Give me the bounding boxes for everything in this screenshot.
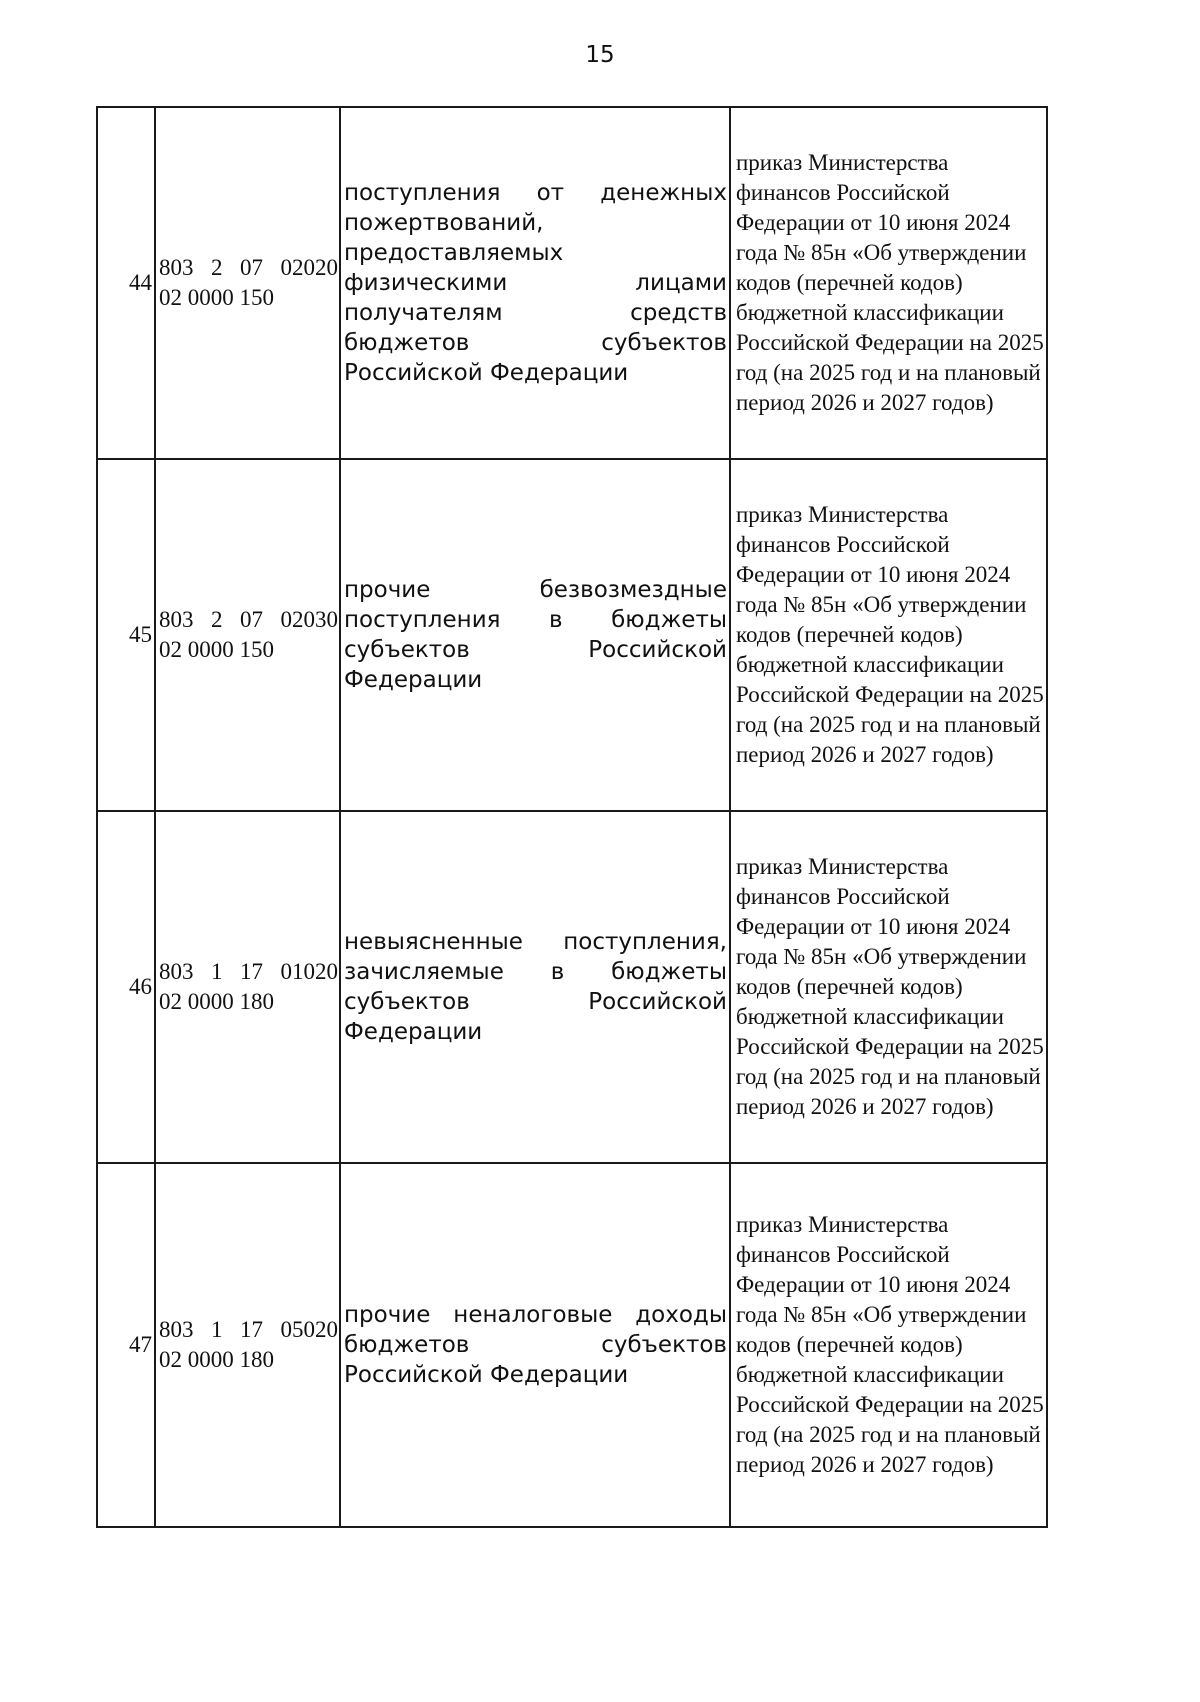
revenue-description: прочие безвозмездные поступления в бюджеты субъектов Российской Федерации [340, 459, 730, 811]
table-row [97, 811, 1047, 1163]
row-number: 46 [97, 811, 155, 1163]
legal-basis: приказ Министерства финансов Российской Федерации от 10 июня 2024 года № 85н «Об утверждении кодов (перечней кодов) бюджетной классификации Российской Федерации на 2025 год (на 2025 год и на плановый период 2026 и 2027 годов) [730, 459, 1047, 811]
budget-code-line2: 02 0000 150 [159, 285, 274, 310]
revenue-description: невыясненные поступления, зачисляемые в бюджеты субъектов Российской Федерации [340, 811, 730, 1163]
page-number: 15 [585, 42, 615, 68]
legal-basis: приказ Министерства финансов Российской Федерации от 10 июня 2024 года № 85н «Об утверждении кодов (перечней кодов) бюджетной классификации Российской Федерации на 2025 год (на 2025 год и на плановый период 2026 и 2027 годов) [730, 1163, 1047, 1527]
budget-code-line2: 02 0000 180 [159, 1347, 274, 1372]
row-number: 47 [97, 1163, 155, 1527]
revenue-codes-table [96, 106, 1048, 1528]
row-number: 45 [97, 459, 155, 811]
budget-code-line1: 803 1 17 05020 [159, 1317, 338, 1342]
table-row [97, 1163, 1047, 1527]
legal-basis: приказ Министерства финансов Российской Федерации от 10 июня 2024 года № 85н «Об утверждении кодов (перечней кодов) бюджетной классификации Российской Федерации на 2025 год (на 2025 год и на плановый период 2026 и 2027 годов) [730, 107, 1047, 459]
revenue-description: прочие неналоговые доходы бюджетов субъектов Российской Федерации [340, 1163, 730, 1527]
budget-code [155, 811, 340, 1163]
legal-basis: приказ Министерства финансов Российской Федерации от 10 июня 2024 года № 85н «Об утверждении кодов (перечней кодов) бюджетной классификации Российской Федерации на 2025 год (на 2025 год и на плановый период 2026 и 2027 годов) [730, 811, 1047, 1163]
budget-code-line1: 803 2 07 02030 [159, 607, 338, 632]
budget-code [155, 1163, 340, 1527]
table-row [97, 107, 1047, 459]
budget-code [155, 107, 340, 459]
row-number: 44 [97, 107, 155, 459]
revenue-description: поступления от денежных пожертвований, предоставляемых физическими лицами получателям средств бюджетов субъектов Российской Федерации [340, 107, 730, 459]
table-row [97, 459, 1047, 811]
budget-code-line2: 02 0000 180 [159, 989, 274, 1014]
budget-code [155, 459, 340, 811]
budget-code-line2: 02 0000 150 [159, 637, 274, 662]
budget-code-line1: 803 1 17 01020 [159, 959, 338, 984]
budget-code-line1: 803 2 07 02020 [159, 255, 338, 280]
